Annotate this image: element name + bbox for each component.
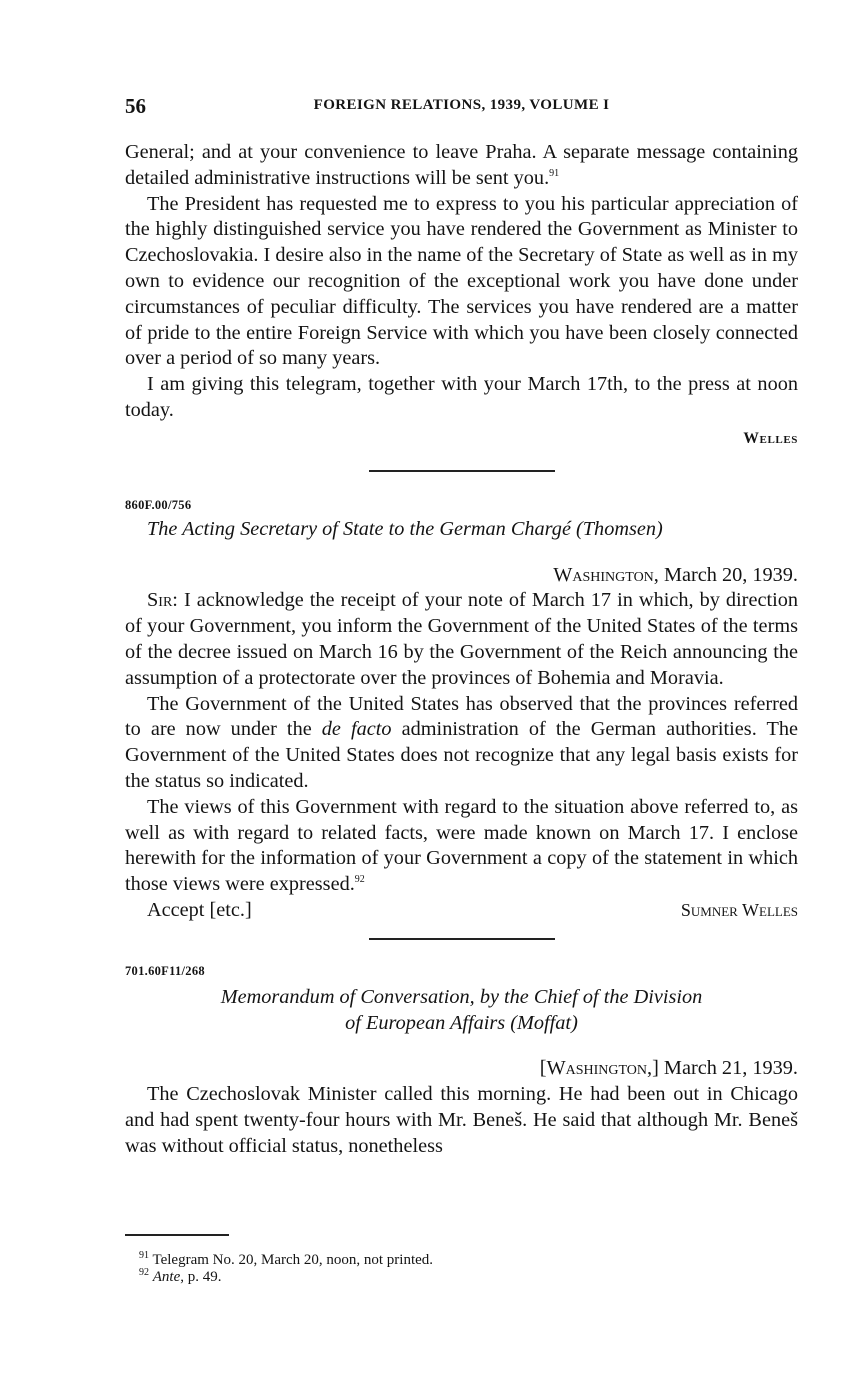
closing-text: Accept [etc.] bbox=[147, 898, 252, 921]
s1-paragraph-1: General; and at your convenience to leave Praha. A separate message containing detailed administrative instructions will be sent you.$^{91}$ bbox=[125, 141, 798, 189]
footnote-rule bbox=[125, 1234, 229, 1236]
running-title: FOREIGN RELATIONS, 1939, VOLUME I bbox=[313, 97, 610, 113]
s2-signature: Sumner Welles bbox=[680, 899, 798, 920]
s2-paragraph-3: The views of this Government with regard to the situation above referred to, as well as with regard to related facts, were made known on March 17. I enclose herewith for the information of your Government a copy of the statement in which those views were expressed.$^{92}$ bbox=[125, 795, 798, 896]
footnote-91: $^{91}$ Telegram No. 20, March 20, noon, not printed. bbox=[139, 1250, 434, 1268]
s1-paragraph-2: The President has requested me to express to you his particular appreciation of the highly distinguished service you have rendered the Government as Minister to Czechoslovakia. I desire also in the name of the Secretary of State as well as in my own to evidence our recognition of the exceptional work you have done under circumstances of peculiar difficulty. The services you have rendered are a matter of pride to the entire Foreign Service with which you have been closely connected over a period of so many years. bbox=[125, 192, 799, 370]
running-head bbox=[125, 94, 798, 118]
s1-paragraph-3: I am giving this telegram, together with your March 17th, to the press at noon today. bbox=[125, 373, 798, 421]
section-divider-1 bbox=[369, 470, 555, 472]
footnote-ref-91: 91 bbox=[549, 168, 560, 180]
salutation: Sir bbox=[147, 589, 173, 612]
footnotes bbox=[125, 1234, 798, 1286]
s2-dateline: Washington, March 20, 1939. bbox=[553, 563, 798, 586]
s3-document-title: Memorandum of Conversation, by the Chief of the Division of European Affairs (Moffat) bbox=[220, 985, 703, 1034]
s2-document-title: The Acting Secretary of State to the German Chargé (Thomsen) bbox=[147, 517, 663, 540]
s3-paragraph-1: The Czechoslovak Minister called this morning. He had been out in Chicago and had spent twenty-four hours with Mr. Beneš. He said that although Mr. Beneš was without official status, nonetheless bbox=[125, 1083, 798, 1157]
s2-file-number: 860F.00/756 bbox=[125, 497, 192, 512]
s1-signature: Welles bbox=[743, 429, 798, 447]
footnote-ref-92: 92 bbox=[354, 874, 365, 886]
s2-paragraph-1: Sir: I acknowledge the receipt of your note of March 17 in which, by direction of your Government, you inform the Government of the United States of the terms of the decree issued on March 16 by the Government of the Reich announcing the assumption of a protectorate over the provinces of Bohemia and Moravia. bbox=[125, 589, 798, 689]
page-number: 56 bbox=[125, 94, 146, 118]
body-flow bbox=[125, 140, 798, 1160]
s3-dateline: [Washington,] March 21, 1939. bbox=[539, 1057, 798, 1080]
section-divider-2 bbox=[369, 938, 555, 940]
s3-file-number: 701.60F11/268 bbox=[125, 963, 205, 978]
footnote-92: $^{92}$ Ante, p. 49. bbox=[139, 1267, 222, 1285]
s2-paragraph-2: The Government of the United States has observed that the provinces referred to are now under the de facto administration of the German authorities. The Government of the United States does not recognize that any legal basis exists for the status so indicated. bbox=[125, 692, 798, 792]
s2-closing bbox=[125, 898, 798, 924]
